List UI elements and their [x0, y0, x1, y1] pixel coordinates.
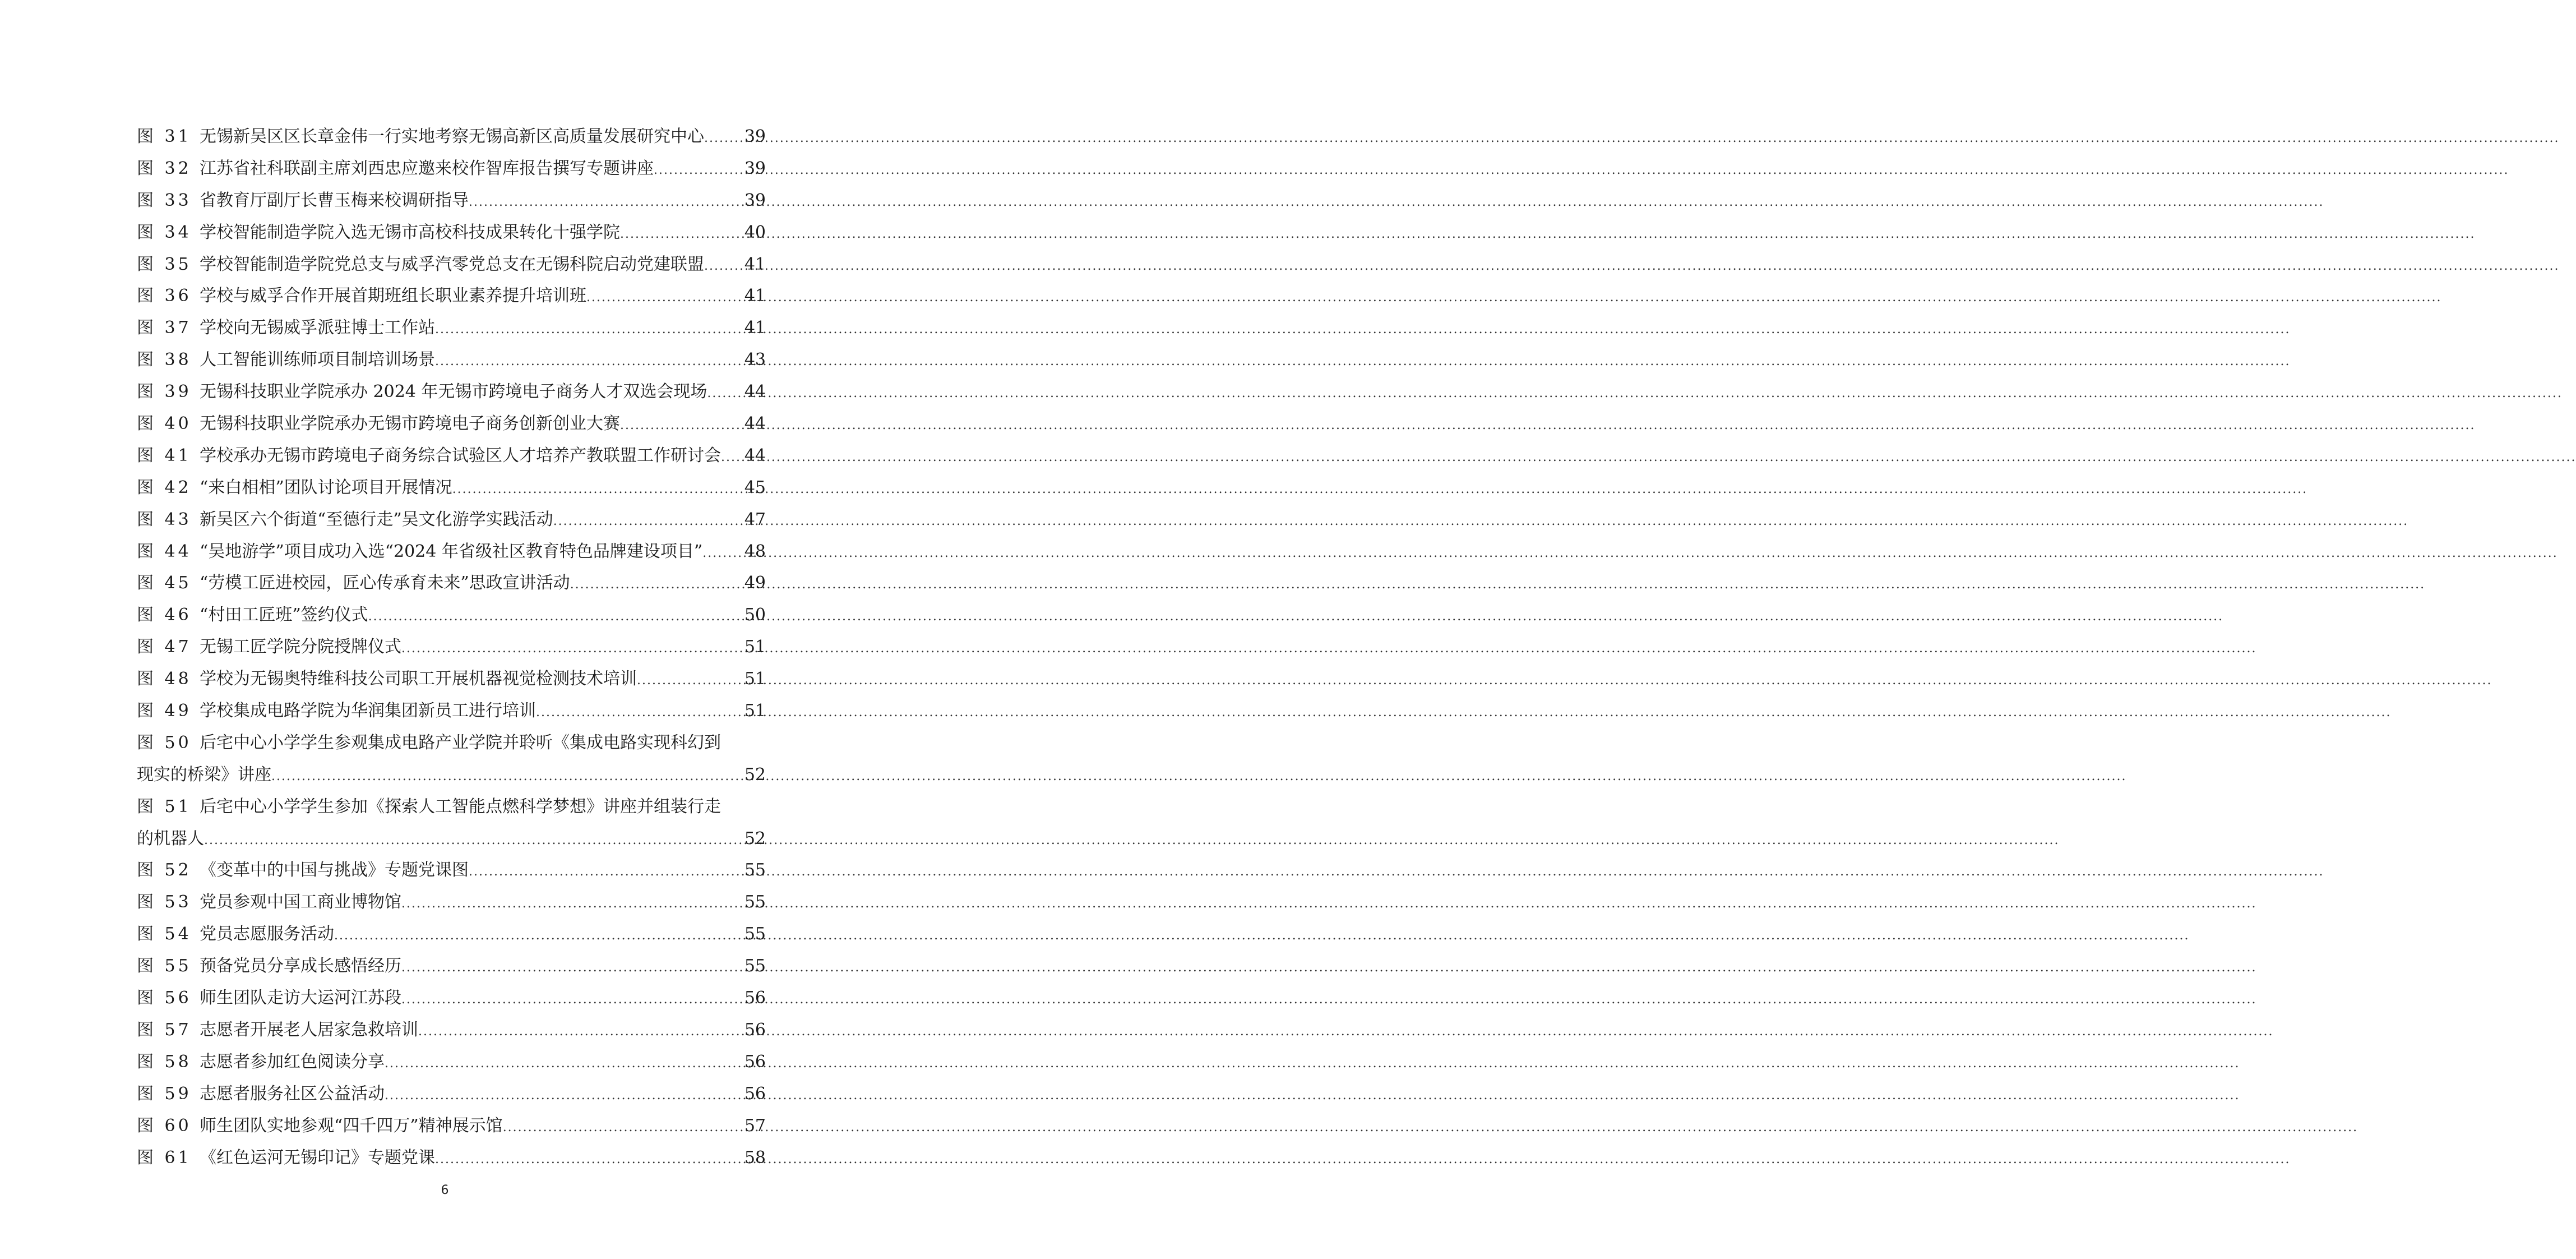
toc-entry[interactable] [137, 121, 766, 153]
figure-title: 新吴区六个街道“至德行走”吴文化游学实践活动 [200, 509, 553, 529]
toc-entry[interactable] [137, 568, 766, 599]
page-ref: 55 [744, 860, 766, 880]
dot-leader [654, 155, 744, 187]
figure-number: 图 36 [137, 286, 192, 306]
toc-entry[interactable] [137, 408, 766, 440]
figure-number: 图 61 [137, 1147, 192, 1168]
figure-title: 预备党员分享成长感悟经历 [200, 956, 401, 976]
figure-title: 学校与威孚合作开展首期班组长职业素养提升培训班 [200, 286, 586, 306]
figure-title: 人工智能训练师项目制培训场景 [200, 350, 435, 370]
dot-leader [435, 346, 744, 378]
toc-entry[interactable] [137, 440, 766, 472]
figure-list [137, 121, 766, 1174]
page-ref: 56 [744, 988, 766, 1008]
figure-title: 无锡新吴区区长章金伟一行实地考察无锡高新区高质量发展研究中心 [200, 127, 704, 146]
toc-entry[interactable] [137, 1078, 766, 1110]
dot-leader [401, 952, 744, 984]
figure-title: 志愿者参加红色阅读分享 [200, 1052, 385, 1072]
figure-title: 后宅中心小学学生参观集成电路产业学院并聆听《集成电路实现科幻到 [200, 732, 721, 753]
figure-number: 图 42 [137, 477, 192, 497]
dot-leader [368, 601, 744, 633]
page-ref: 48 [744, 541, 766, 561]
figure-number: 图 45 [137, 573, 192, 593]
dot-leader [704, 123, 744, 155]
figure-number: 图 37 [137, 318, 192, 338]
page-ref: 51 [744, 637, 766, 657]
page-ref: 52 [744, 828, 766, 848]
page-ref: 58 [744, 1147, 766, 1168]
toc-entry[interactable] [137, 153, 766, 185]
figure-title: 学校向无锡威孚派驻博士工作站 [200, 318, 435, 338]
dot-leader [586, 282, 744, 314]
figure-number: 图 44 [137, 541, 192, 561]
toc-entry[interactable] [137, 376, 766, 408]
toc-entry[interactable] [137, 855, 766, 887]
figure-title: “吴地游学”项目成功入选“2024 年省级社区教育特色品牌建设项目” [200, 541, 703, 561]
page-ref: 44 [744, 382, 766, 402]
figure-title: 《红色运河无锡印记》专题党课 [200, 1147, 435, 1168]
dot-leader [435, 1144, 744, 1176]
toc-entry[interactable] [137, 185, 766, 217]
figure-number: 图 59 [137, 1083, 192, 1104]
toc-entry[interactable] [137, 919, 766, 951]
figure-number: 图 54 [137, 924, 192, 944]
figure-title: 省教育厅副厅长曹玉梅来校调研指导 [200, 190, 469, 210]
dot-leader [385, 1048, 744, 1080]
toc-entry[interactable] [137, 344, 766, 376]
page-ref: 56 [744, 1083, 766, 1104]
toc-entry[interactable] [137, 631, 766, 663]
page-ref: 45 [744, 477, 766, 497]
page-ref: 56 [744, 1052, 766, 1072]
page-ref: 39 [744, 127, 766, 146]
dot-leader [570, 569, 744, 601]
toc-entry[interactable] [137, 599, 766, 631]
toc-entry[interactable] [137, 1046, 766, 1078]
figure-number: 图 56 [137, 988, 192, 1008]
dot-leader [271, 761, 744, 793]
page-ref: 41 [744, 318, 766, 338]
dot-leader [435, 314, 744, 346]
figure-title: 志愿者服务社区公益活动 [200, 1083, 385, 1104]
figure-title: 无锡科技职业学院承办 2024 年无锡市跨境电子商务人才双选会现场 [200, 382, 707, 402]
figure-title: 江苏省社科联副主席刘西忠应邀来校作智库报告撰写专题讲座 [200, 158, 654, 178]
figure-title: 学校承办无锡市跨境电子商务综合试验区人才培养产教联盟工作研讨会 [200, 445, 721, 465]
figure-title-continuation: 的机器人 [137, 828, 204, 848]
page-ref: 47 [744, 509, 766, 529]
toc-entry[interactable] [137, 536, 766, 568]
toc-entry[interactable] [137, 695, 766, 727]
figure-number: 图 55 [137, 956, 192, 976]
figure-number: 图 33 [137, 190, 192, 210]
figure-title: 无锡科技职业学院承办无锡市跨境电子商务创新创业大赛 [200, 414, 620, 434]
page-ref: 39 [744, 158, 766, 178]
page-ref: 44 [744, 445, 766, 465]
figure-title: 师生团队实地参观“四千四万”精神展示馆 [200, 1115, 503, 1136]
dot-leader [553, 506, 744, 538]
page-ref: 39 [744, 190, 766, 210]
page-ref: 55 [744, 892, 766, 912]
toc-entry[interactable] [137, 791, 766, 855]
dot-leader [469, 187, 744, 219]
page-ref: 51 [744, 669, 766, 689]
dot-leader [469, 856, 744, 888]
figure-title: “村田工匠班”签约仪式 [200, 605, 368, 625]
dot-leader [637, 665, 744, 697]
page-ref: 43 [744, 350, 766, 370]
page-ref: 55 [744, 956, 766, 976]
toc-entry[interactable] [137, 1014, 766, 1046]
dot-leader [204, 825, 744, 857]
page-ref: 52 [744, 764, 766, 785]
toc-entry[interactable] [137, 312, 766, 344]
dot-leader [401, 984, 744, 1016]
figure-number: 图 47 [137, 637, 192, 657]
figure-title: 无锡工匠学院分院授牌仪式 [200, 637, 401, 657]
dot-leader [385, 1080, 744, 1112]
figure-number: 图 39 [137, 382, 192, 402]
dot-leader [418, 1016, 744, 1048]
figure-number: 图 43 [137, 509, 192, 529]
toc-entry[interactable] [137, 1142, 766, 1174]
figure-title: “劳模工匠进校园，匠心传承育未来”思政宣讲活动 [200, 573, 570, 593]
dot-leader [503, 1112, 744, 1144]
dot-leader [620, 410, 744, 442]
dot-leader [536, 697, 744, 729]
toc-entry[interactable] [137, 1110, 766, 1142]
page-ref: 50 [744, 605, 766, 625]
figure-title: 学校为无锡奥特维科技公司职工开展机器视觉检测技术培训 [200, 669, 637, 689]
page-ref: 49 [744, 573, 766, 593]
toc-entry[interactable] [137, 249, 766, 281]
toc-entry[interactable] [137, 727, 766, 791]
figure-number: 图 57 [137, 1020, 192, 1040]
figure-number: 图 38 [137, 350, 192, 370]
dot-leader [702, 538, 744, 570]
figure-title: “来白相相”团队讨论项目开展情况 [200, 477, 452, 497]
dot-leader [401, 888, 744, 920]
figure-number: 图 49 [137, 701, 192, 721]
figure-number: 图 58 [137, 1052, 192, 1072]
page-ref: 56 [744, 1020, 766, 1040]
figure-title: 学校智能制造学院入选无锡市高校科技成果转化十强学院 [200, 222, 620, 242]
toc-entry[interactable] [137, 504, 766, 536]
toc-entry[interactable] [137, 983, 766, 1014]
figure-number: 图 48 [137, 669, 192, 689]
page-number: 6 [441, 1183, 449, 1197]
figure-number: 图 52 [137, 860, 192, 880]
dot-leader [707, 378, 744, 410]
page-ref: 57 [744, 1115, 766, 1136]
figure-number: 图 46 [137, 605, 192, 625]
figure-title-continuation: 现实的桥梁》讲座 [137, 764, 271, 785]
dot-leader [620, 219, 744, 251]
figure-number: 图 50 [137, 732, 192, 753]
figure-title: 学校智能制造学院党总支与威孚汽零党总支在无锡科院启动党建联盟 [200, 254, 704, 274]
toc-entry[interactable] [137, 217, 766, 249]
figure-title: 《变革中的中国与挑战》专题党课图 [200, 860, 469, 880]
toc-entry[interactable] [137, 887, 766, 919]
page-ref: 41 [744, 286, 766, 306]
figure-title: 后宅中心小学学生参加《探索人工智能点燃科学梦想》讲座并组装行走 [200, 796, 721, 817]
page-ref: 40 [744, 222, 766, 242]
figure-number: 图 32 [137, 158, 192, 178]
dot-leader [452, 474, 744, 506]
figure-title: 党员志愿服务活动 [200, 924, 334, 944]
figure-title: 志愿者开展老人居家急救培训 [200, 1020, 418, 1040]
toc-entry[interactable] [137, 663, 766, 695]
figure-number: 图 40 [137, 414, 192, 434]
toc-entry[interactable] [137, 951, 766, 983]
figure-number: 图 31 [137, 127, 192, 146]
figure-number: 图 35 [137, 254, 192, 274]
dot-leader [401, 633, 744, 665]
figure-title: 党员参观中国工商业博物馆 [200, 892, 401, 912]
toc-entry[interactable] [137, 472, 766, 504]
page-ref: 41 [744, 254, 766, 274]
figure-number: 图 51 [137, 796, 192, 817]
figure-number: 图 53 [137, 892, 192, 912]
page-ref: 44 [744, 414, 766, 434]
page-ref: 55 [744, 924, 766, 944]
dot-leader [334, 920, 744, 952]
dot-leader [704, 251, 744, 283]
dot-leader [721, 442, 744, 474]
page-ref: 51 [744, 701, 766, 721]
figure-number: 图 60 [137, 1115, 192, 1136]
figure-title: 学校集成电路学院为华润集团新员工进行培训 [200, 701, 536, 721]
figure-number: 图 41 [137, 445, 192, 465]
figure-title: 师生团队走访大运河江苏段 [200, 988, 401, 1008]
toc-entry[interactable] [137, 280, 766, 312]
figure-number: 图 34 [137, 222, 192, 242]
